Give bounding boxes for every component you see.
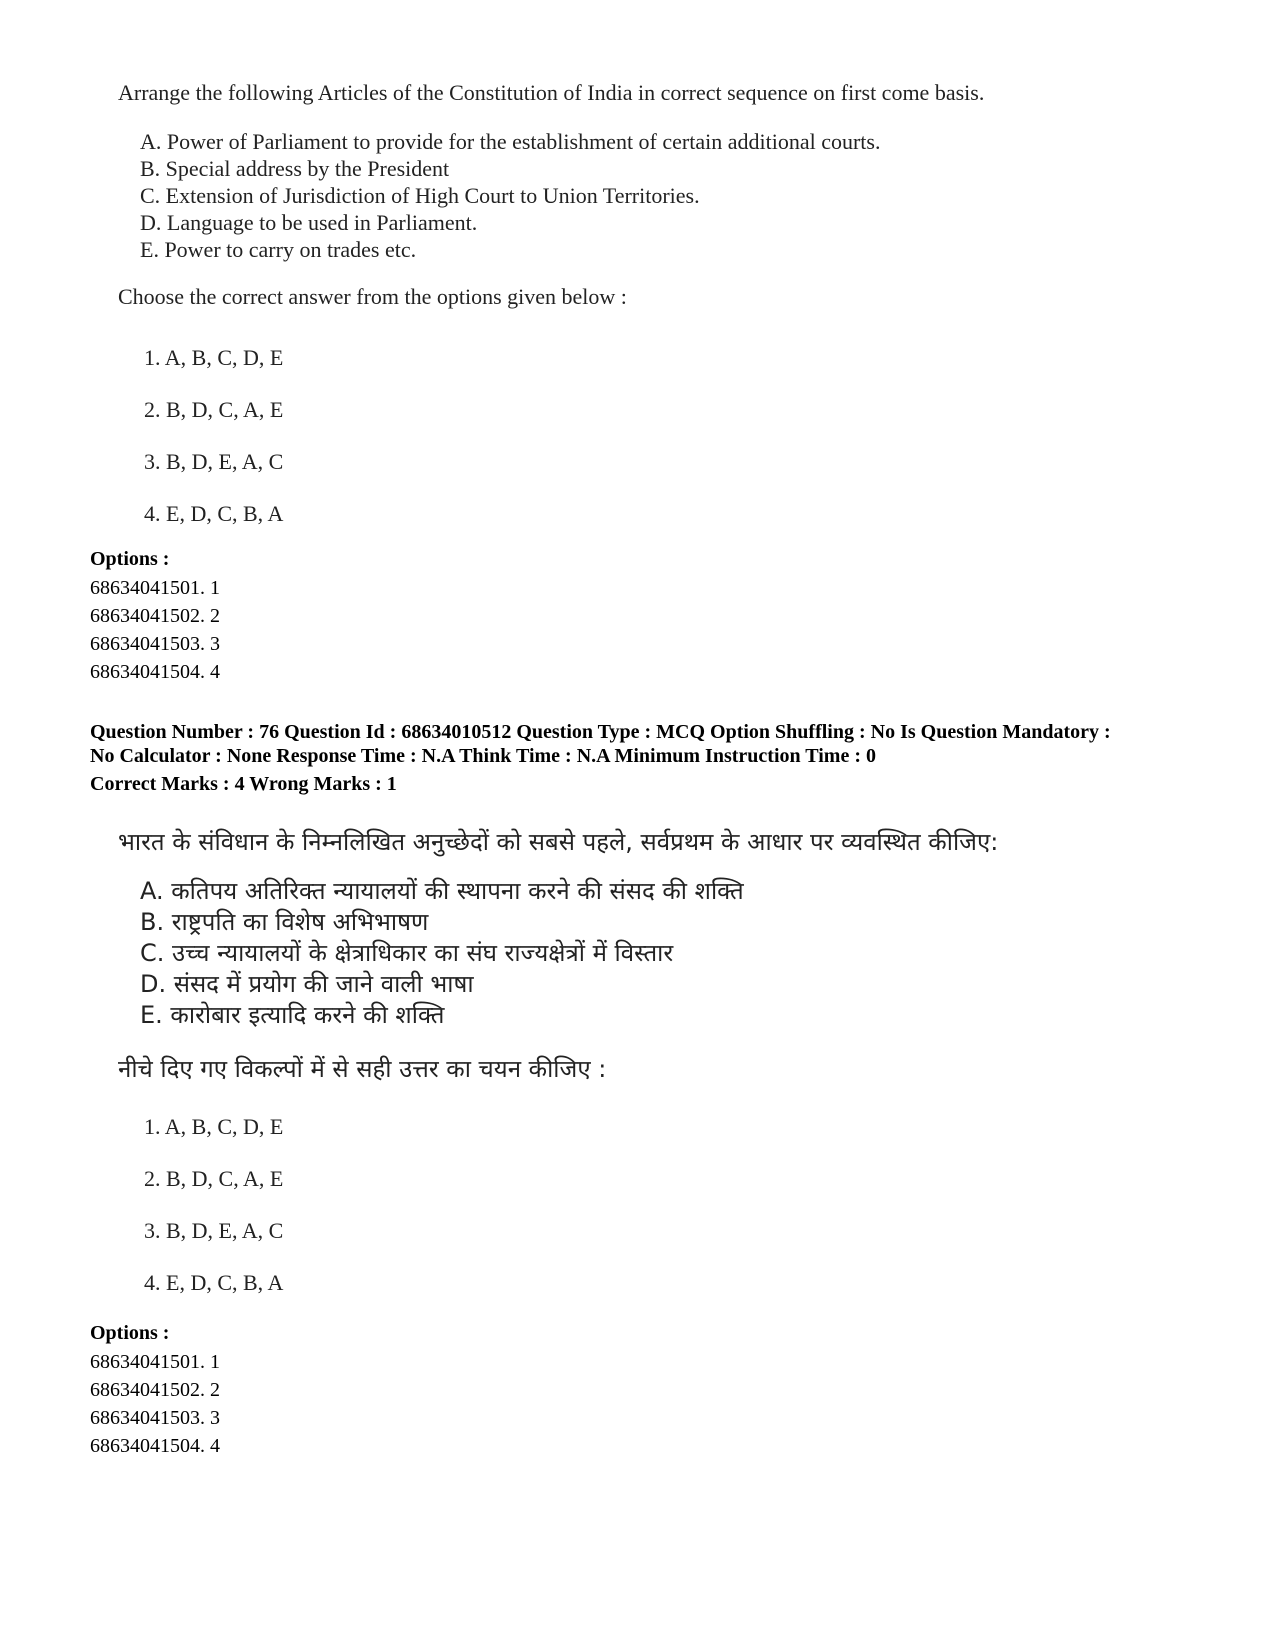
- meta-line-1: Question Number : 76 Question Id : 68634010512 Question Type : MCQ Option Shuffling : No Is Question Mandatory :: [90, 721, 1111, 743]
- question-metadata: [90, 720, 1190, 796]
- answer-choice: 4. E, D, C, B, A: [144, 1270, 284, 1295]
- option-row: 68634041503. 3: [90, 633, 220, 655]
- answer-choices-en: [144, 332, 1218, 540]
- answer-choice: 4. E, D, C, B, A: [144, 501, 284, 526]
- answer-choice: 3. B, D, E, A, C: [144, 1218, 284, 1243]
- question-stem-en: Arrange the following Articles of the Constitution of India in correct sequence on first come basis.: [118, 80, 985, 105]
- options-label: Options :: [90, 548, 170, 570]
- option-row: 68634041501. 1: [90, 577, 220, 599]
- options-list-2: [90, 1318, 220, 1460]
- meta-line-3: Correct Marks : 4 Wrong Marks : 1: [90, 773, 397, 795]
- article-item: D. संसद में प्रयोग की जाने वाली भाषा: [140, 970, 474, 998]
- article-item: B. Special address by the President: [140, 156, 450, 181]
- option-row: 68634041503. 3: [90, 1407, 220, 1429]
- answer-prompt-en: Choose the correct answer from the options given below :: [118, 284, 627, 309]
- answer-choice: 1. A, B, C, D, E: [144, 345, 284, 370]
- options-label: Options :: [90, 1322, 170, 1344]
- article-item: E. कारोबार इत्यादि करने की शक्ति: [140, 1001, 445, 1029]
- option-row: 68634041502. 2: [90, 605, 220, 627]
- meta-line-2: No Calculator : None Response Time : N.A Think Time : N.A Minimum Instruction Time : 0: [90, 745, 876, 767]
- answer-choice: 2. B, D, C, A, E: [144, 1166, 284, 1191]
- article-list-hi: [140, 876, 1218, 1031]
- question-english: [118, 78, 1218, 540]
- option-row: 68634041501. 1: [90, 1351, 220, 1373]
- article-item: A. Power of Parliament to provide for the establishment of certain additional courts.: [140, 129, 881, 154]
- options-list-1: [90, 544, 220, 686]
- article-item: C. उच्च न्यायालयों के क्षेत्राधिकार का संघ राज्यक्षेत्रों में विस्तार: [140, 939, 674, 967]
- article-item: E. Power to carry on trades etc.: [140, 237, 417, 262]
- answer-choice: 2. B, D, C, A, E: [144, 397, 284, 422]
- option-row: 68634041504. 4: [90, 1435, 220, 1457]
- article-item: B. राष्ट्रपति का विशेष अभिभाषण: [140, 908, 429, 936]
- article-item: C. Extension of Jurisdiction of High Court to Union Territories.: [140, 183, 700, 208]
- question-stem-hi: भारत के संविधान के निम्नलिखित अनुच्छेदों को सबसे पहले, सर्वप्रथम के आधार पर व्यवस्थित कीजिए:: [118, 828, 999, 856]
- question-hindi: [118, 824, 1218, 1309]
- option-row: 68634041504. 4: [90, 661, 220, 683]
- article-item: A. कतिपय अतिरिक्त न्यायालयों की स्थापना करने की संसद की शक्ति: [140, 877, 744, 905]
- article-item: D. Language to be used in Parliament.: [140, 210, 478, 235]
- answer-choice: 1. A, B, C, D, E: [144, 1114, 284, 1139]
- answer-prompt-hi: नीचे दिए गए विकल्पों में से सही उत्तर का चयन कीजिए :: [118, 1055, 607, 1083]
- answer-choice: 3. B, D, E, A, C: [144, 449, 284, 474]
- answer-choices-hi: [144, 1101, 1218, 1309]
- option-row: 68634041502. 2: [90, 1379, 220, 1401]
- article-list-en: [140, 128, 1218, 263]
